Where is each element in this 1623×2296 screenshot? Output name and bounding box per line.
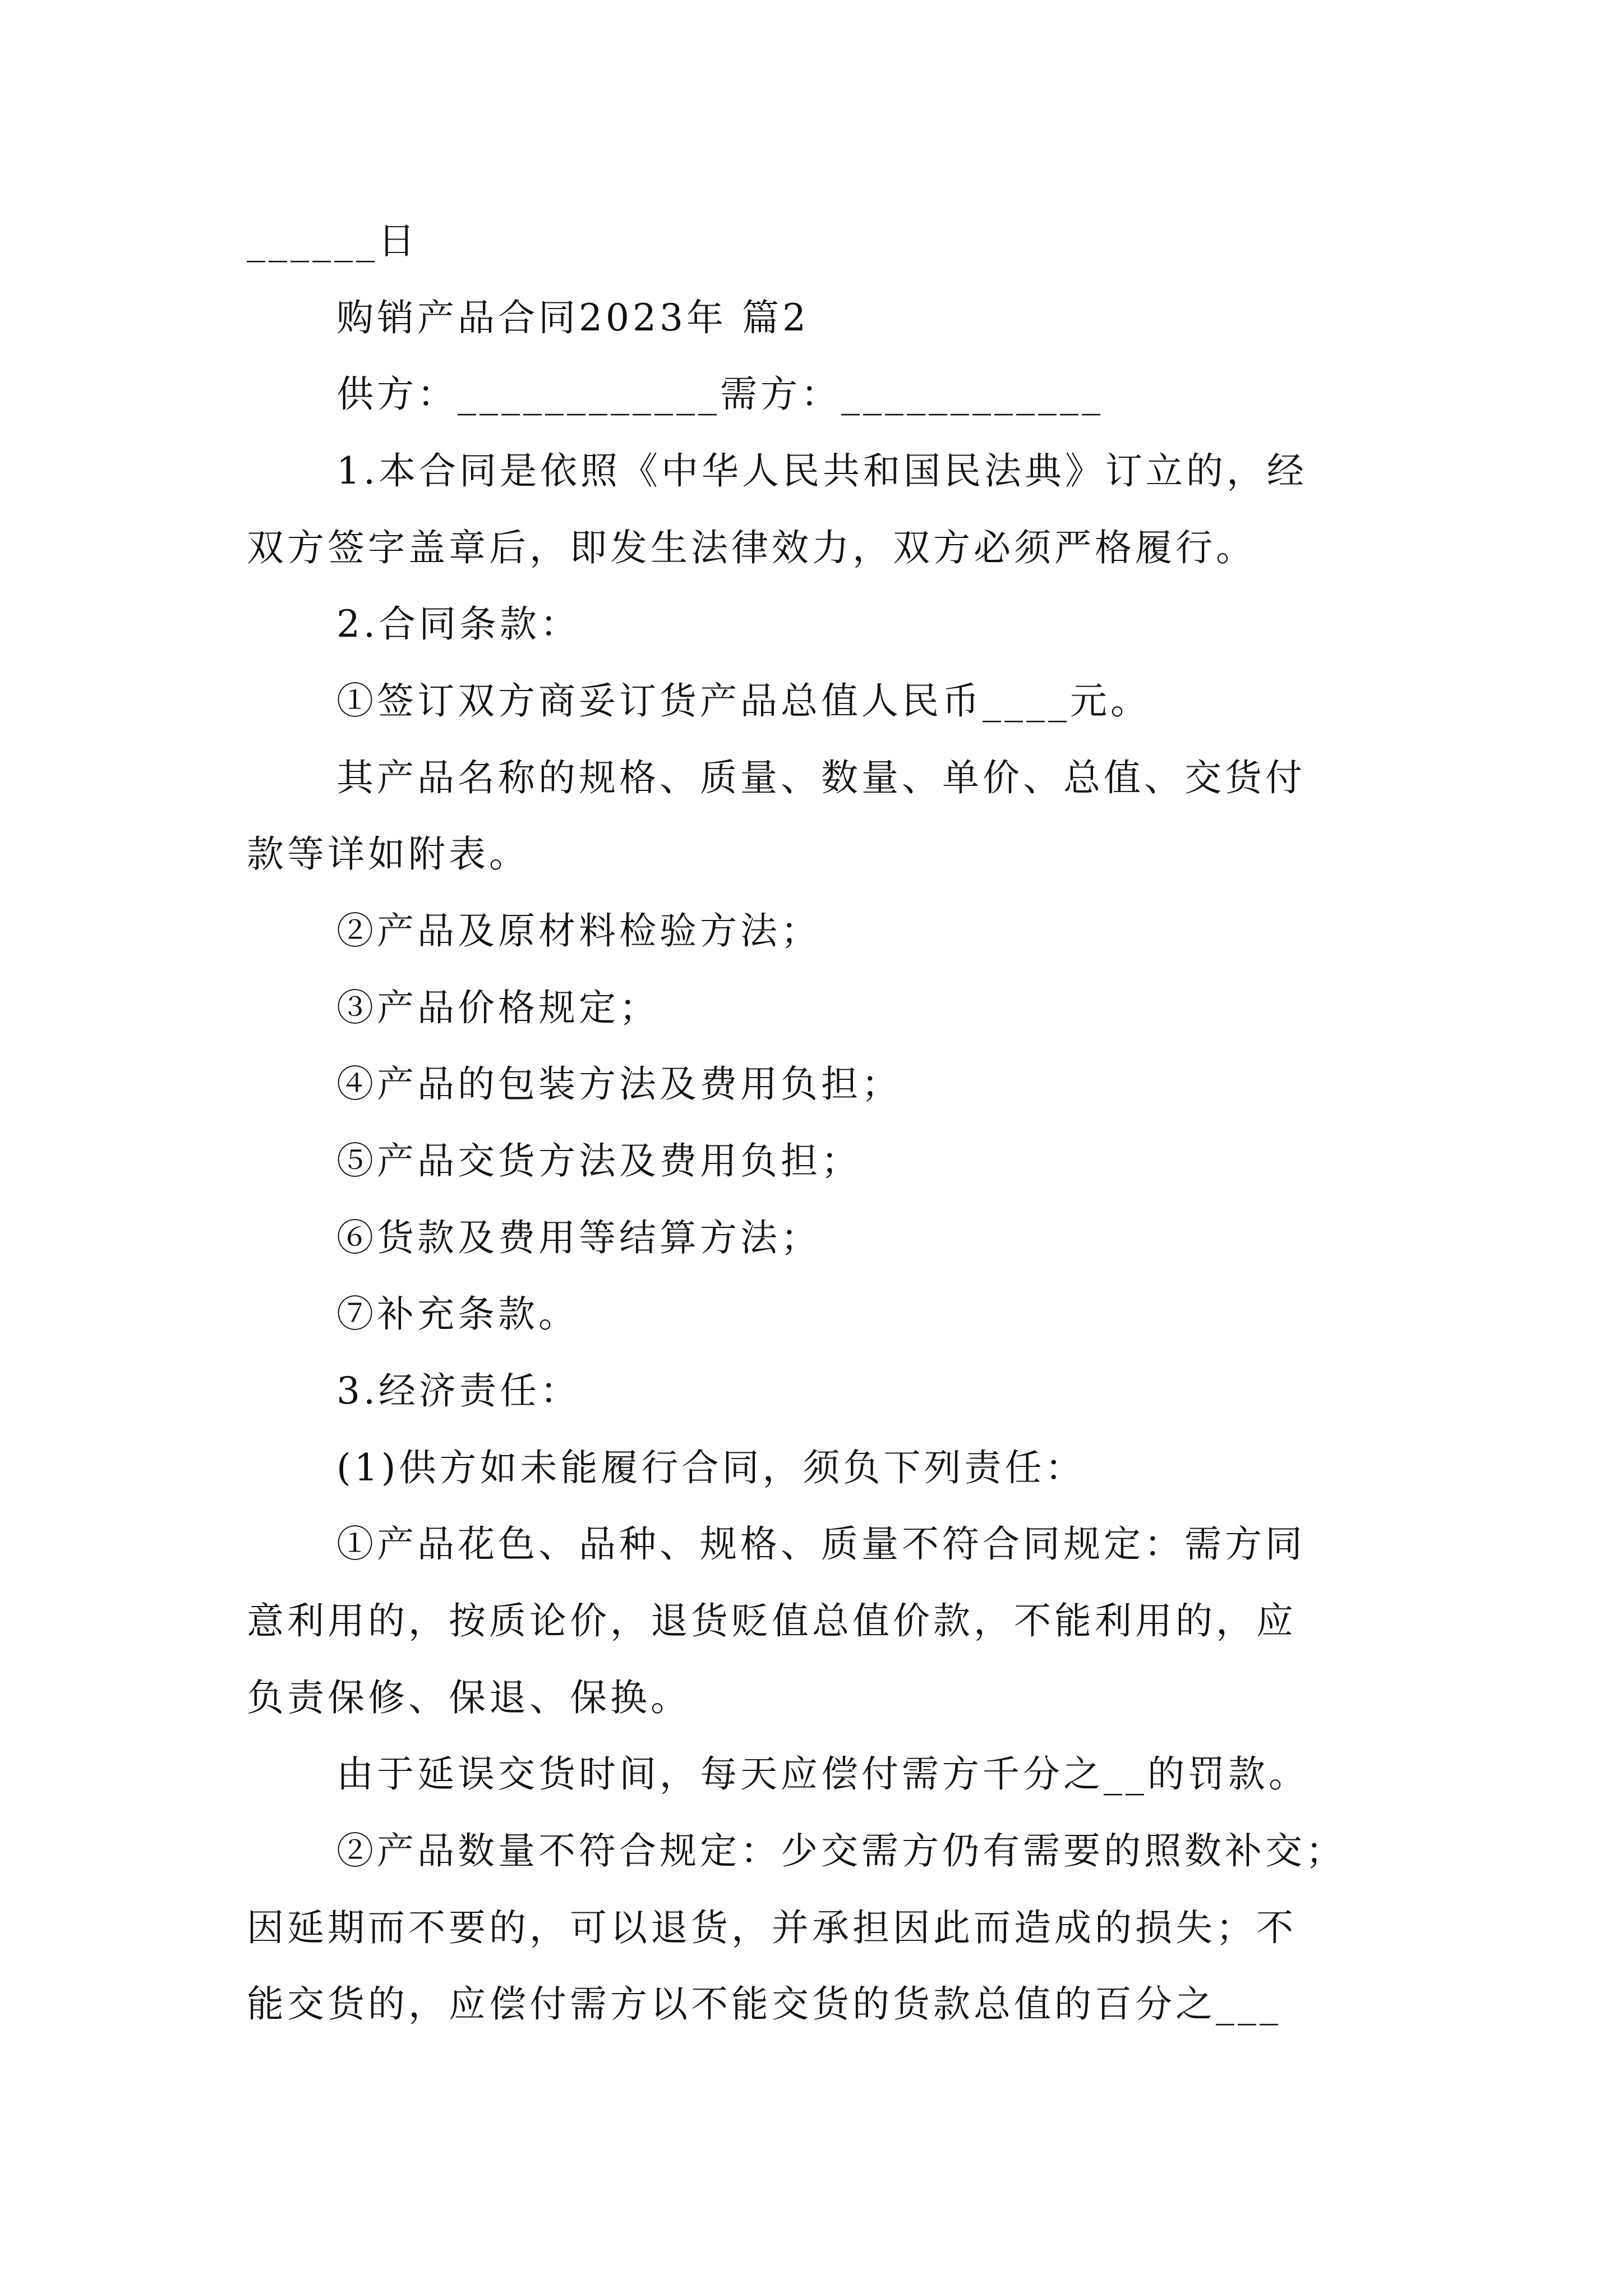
parties-line: 供方：____________需方：____________ — [336, 372, 1104, 416]
text-line: ⑦补充条款。 — [336, 1292, 579, 1336]
text-line: 3.经济责任： — [336, 1369, 580, 1412]
text-line: 因延期而不要的，可以退货，并承担因此而造成的损失；不 — [247, 1906, 1297, 1949]
text-line: 2.合同条款： — [336, 602, 580, 646]
text-line: ④产品的包装方法及费用负担； — [336, 1062, 902, 1106]
text-line: 负责保修、保退、保换。 — [247, 1676, 691, 1719]
text-line: 款等详如附表。 — [247, 832, 529, 876]
section-title: 购销产品合同2023年 篇2 — [336, 296, 809, 339]
text-line: 其产品名称的规格、质量、数量、单价、总值、交货付 — [336, 756, 1306, 799]
text-line: 由于延误交货时间，每天应偿付需方千分之__的罚款。 — [336, 1752, 1309, 1796]
text-line: ①签订双方商妥订货产品总值人民币____元。 — [336, 679, 1151, 723]
text-line: ______日 — [247, 219, 418, 263]
text-line: ③产品价格规定； — [336, 986, 660, 1029]
text-line: 意利用的，按质论价，退货贬值总值价款，不能利用的，应 — [247, 1599, 1297, 1642]
text-line: ②产品数量不符合规定：少交需方仍有需要的照数补交； — [336, 1829, 1346, 1872]
text-line: (1)供方如未能履行合同，须负下列责任： — [336, 1446, 1086, 1489]
text-line: 双方签字盖章后，即发生法律效力，双方必须严格履行。 — [247, 526, 1256, 569]
text-line: ⑥货款及费用等结算方法； — [336, 1216, 821, 1259]
text-line: ①产品花色、品种、规格、质量不符合同规定：需方同 — [336, 1522, 1306, 1566]
text-line: 1.本合同是依照《中华人民共和国民法典》订立的，经 — [336, 449, 1307, 493]
text-line: ⑤产品交货方法及费用负担； — [336, 1139, 861, 1182]
text-line: 能交货的，应偿付需方以不能交货的货款总值的百分之___ — [247, 1982, 1281, 2026]
text-line: ②产品及原材料检验方法； — [336, 909, 821, 953]
